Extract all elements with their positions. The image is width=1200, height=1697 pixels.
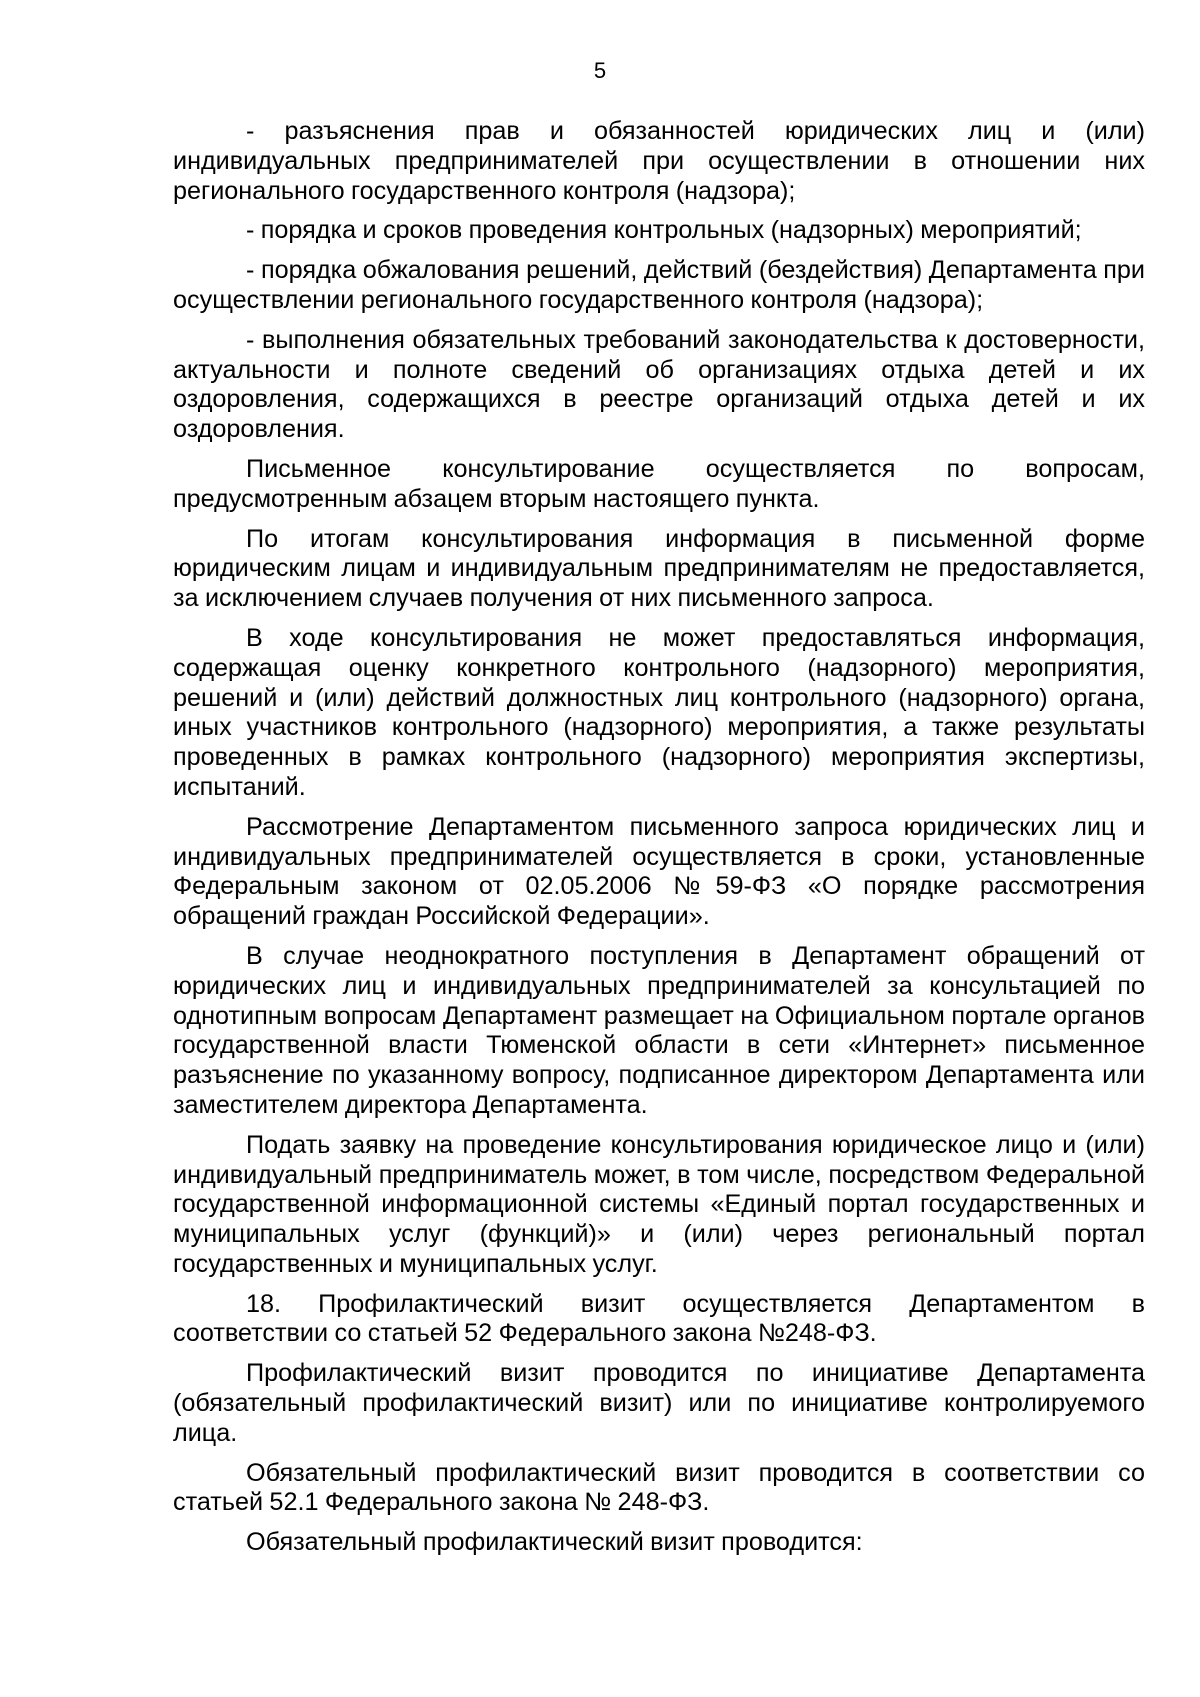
paragraph-application-submission: Подать заявку на проведение консультирования юридическое лицо и (или) индивидуальный предприниматель может, в том числе, посредством Федеральной государственной информационной системы «Единый портал государственных и муниципальных услуг (функций)» и (или) через региональный портал государственных и муниципальных услуг.: [173, 1130, 1145, 1278]
document-body: [173, 117, 1145, 1558]
paragraph-rights-explanation: - разъяснения прав и обязанностей юридических лиц и (или) индивидуальных предпринимателей при осуществлении в отношении них регионального государственного контроля (надзора);: [173, 117, 1145, 205]
paragraph-appeal-procedure: - порядка обжалования решений, действий (бездействия) Департамента при осуществлении регионального государственного контроля (надзора);: [173, 256, 1145, 314]
paragraph-written-consultation: Письменное консультирование осуществляется по вопросам, предусмотренным абзацем вторым настоящего пункта.: [173, 454, 1145, 513]
paragraph-visit-initiative: Профилактический визит проводится по инициативе Департамента (обязательный профилактический визит) или по инициативе контролируемого лица.: [173, 1359, 1145, 1447]
paragraph-consultation-results: По итогам консультирования информация в письменной форме юридическим лицам и индивидуальным предпринимателям не предоставляется, за исключением случаев получения от них письменного запроса.: [173, 524, 1145, 613]
paragraph-procedure-timing: - порядка и сроков проведения контрольных (надзорных) мероприятий;: [246, 216, 1082, 245]
page-number: 5: [593, 58, 607, 83]
paragraph-mandatory-visit-basis: Обязательный профилактический визит проводится в соответствии со статьей 52.1 Федерального закона № 248-ФЗ.: [173, 1458, 1145, 1517]
paragraph-preventive-visit: 18. Профилактический визит осуществляется Департаментом в соответствии со статьей 52 Федерального закона №248-ФЗ.: [173, 1289, 1145, 1348]
paragraph-requirements-compliance: - выполнения обязательных требований законодательства к достоверности, актуальности и полноте сведений об организациях отдыха детей и их оздоровления, содержащихся в реестре организаций отдыха детей и их оздоровления.: [173, 325, 1145, 444]
paragraph-mandatory-visit-cases: Обязательный профилактический визит проводится:: [246, 1528, 863, 1557]
paragraph-repeated-requests: В случае неоднократного поступления в Департамент обращений от юридических лиц и индивидуальных предпринимателей за консультацией по однотипным вопросам Департамент размещает на Официальном портале органов государственной власти Тюменской области в сети «Интернет» письменное разъяснение по указанному вопросу, подписанное директором Департамента или заместителем директора Департамента.: [173, 941, 1145, 1119]
paragraph-consultation-limits: В ходе консультирования не может предоставляться информация, содержащая оценку конкретного контрольного (надзорного) мероприятия, решений и (или) действий должностных лиц контрольного (надзорного) органа, иных участников контрольного (надзорного) мероприятия, а также результаты проведенных в рамках контрольного (надзорного) мероприятия экспертизы, испытаний.: [173, 623, 1145, 801]
paragraph-written-request-review: Рассмотрение Департаментом письменного запроса юридических лиц и индивидуальных предпринимателей осуществляется в сроки, установленные Федеральным законом от 02.05.2006 №59-ФЗ «О порядке рассмотрения обращений граждан Российской Федерации».: [173, 812, 1145, 931]
